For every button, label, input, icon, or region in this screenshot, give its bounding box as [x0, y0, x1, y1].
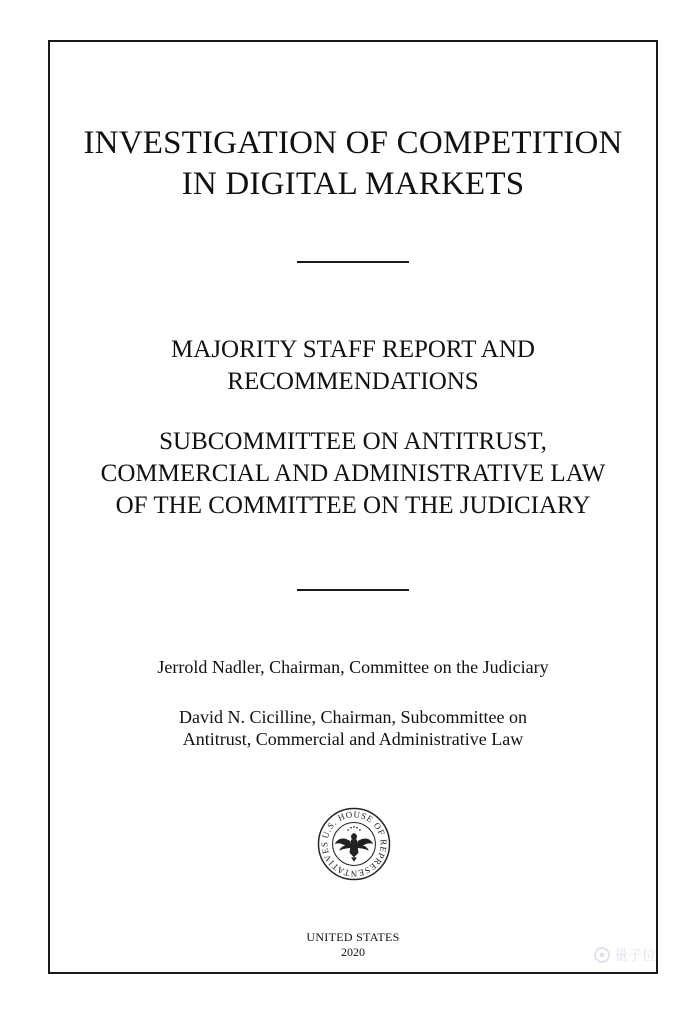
subtitle-line-2: RECOMMENDATIONS — [227, 368, 479, 395]
footer-country — [50, 930, 656, 944]
house-seal-icon — [317, 807, 391, 881]
subcommittee-line-2: COMMERCIAL AND ADMINISTRATIVE LAW — [100, 460, 606, 487]
subcommittee-line-1: SUBCOMMITTEE ON ANTITRUST, — [159, 428, 547, 455]
chairman-subcommittee — [50, 706, 656, 750]
footer-year-text: 2020 — [341, 945, 365, 959]
title-line-2: IN DIGITAL MARKETS — [181, 166, 525, 202]
subcommittee-heading — [50, 426, 656, 522]
divider-rule-bottom — [297, 589, 409, 591]
report-subtitle — [50, 334, 656, 398]
watermark-logo-icon — [592, 942, 682, 968]
footer-year — [50, 945, 656, 959]
report-cover — [48, 40, 658, 974]
svg-text:U.S. HOUSE OF REPRESENTATIVES: U.S. HOUSE OF REPRESENTATIVES — [319, 809, 389, 879]
divider-rule-top — [297, 261, 409, 263]
chairman-judiciary-text: Jerrold Nadler, Chairman, Committee on the Judiciary — [157, 657, 549, 677]
watermark-text: 量子位 — [614, 948, 656, 964]
footer-country-text: UNITED STATES — [306, 930, 400, 944]
subtitle-line-1: MAJORITY STAFF REPORT AND — [171, 336, 535, 363]
chairman-judiciary — [50, 656, 656, 678]
chairman-subcommittee-line-1: David N. Cicilline, Chairman, Subcommittee on — [179, 707, 527, 727]
report-title — [50, 123, 656, 205]
subcommittee-line-3: OF THE COMMITTEE ON THE JUDICIARY — [115, 492, 591, 519]
chairman-subcommittee-line-2: Antitrust, Commercial and Administrative Law — [182, 729, 524, 749]
title-line-1: INVESTIGATION OF COMPETITION — [83, 125, 623, 161]
